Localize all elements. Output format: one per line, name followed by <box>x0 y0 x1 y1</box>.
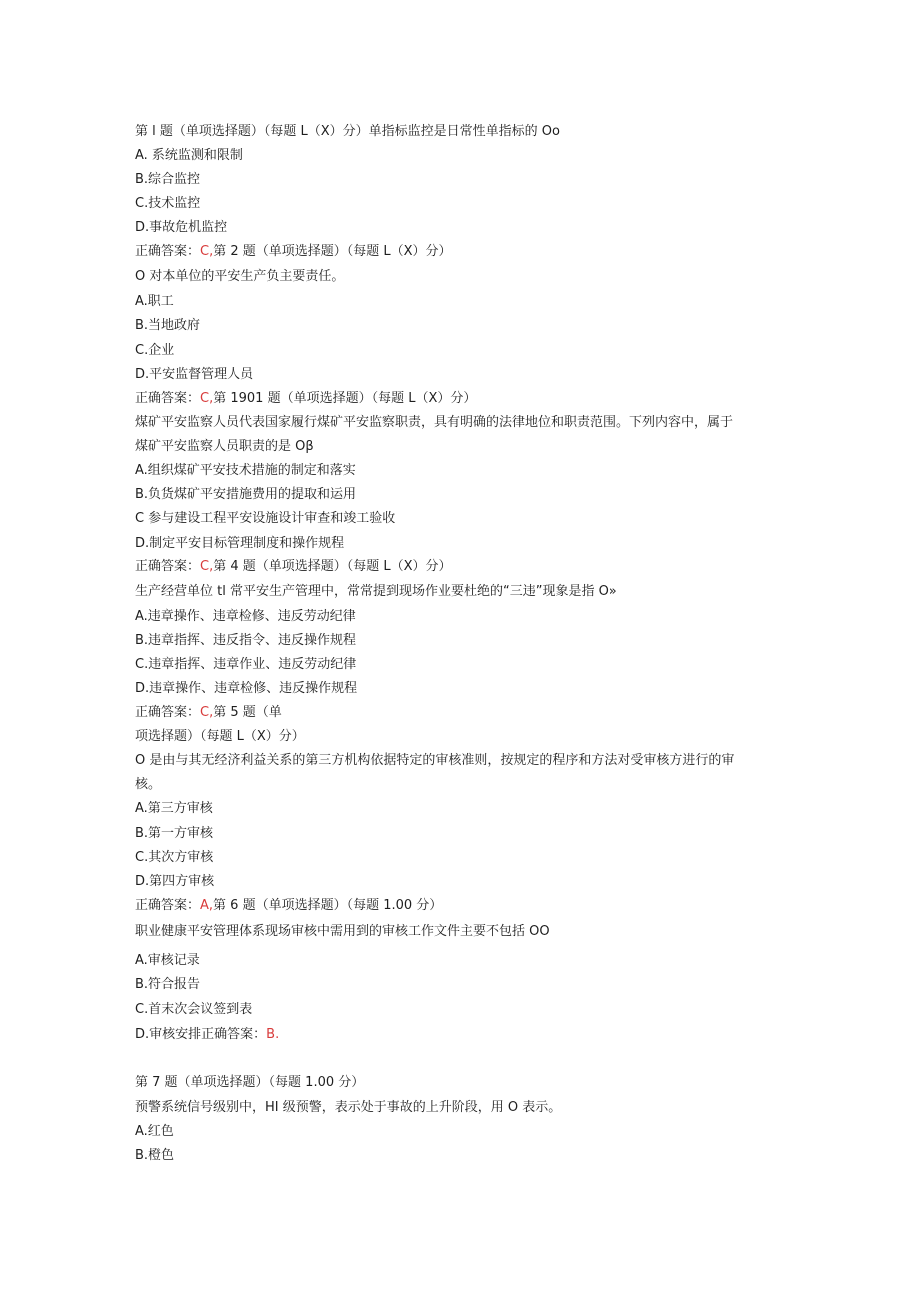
answer-label: 正确答案： <box>135 391 201 406</box>
question-2-option-b: B.当地政府 <box>135 318 201 333</box>
question-1-option-a: A. 系统监测和限制 <box>135 148 243 163</box>
question-7-header: 第 7 题（单项选择题）（每题 1.00 分） <box>135 1075 365 1090</box>
question-6-option-a: A.审核记录 <box>135 953 200 968</box>
answer-label: 正确答案： <box>135 705 201 720</box>
question-3-option-b: B.负货煤矿平安措施费用的提取和运用 <box>135 487 357 502</box>
answer-value: B. <box>266 1027 280 1042</box>
question-6-option-b: B.符合报告 <box>135 977 201 992</box>
question-2-stem: O 对本单位的平安生产负主要责任。 <box>135 269 345 284</box>
question-6-option-d: D.审核安排 <box>135 1027 202 1042</box>
answer-value: A, <box>200 898 214 913</box>
answer-value: C, <box>200 391 214 406</box>
answer-value: C, <box>200 559 214 574</box>
question-6-option-d-with-answer <box>135 1026 785 1044</box>
question-1-option-d: D.事故危机监控 <box>135 220 228 235</box>
question-2-option-c: C.企业 <box>135 343 175 358</box>
question-3-stem-line-2: 煤矿平安监察人员职责的是 Oβ <box>135 439 314 454</box>
answer-line-3 <box>135 558 785 576</box>
question-5-stem-line-1: O 是由与其无经济利益关系的第三方机构依据特定的审核准则，按规定的程序和方法对受审核方进行的审 <box>135 753 735 768</box>
question-3-option-a: A.组织煤矿平安技术措施的制定和落实 <box>135 463 356 478</box>
answer-label: 正确答案： <box>135 898 201 913</box>
question-4-option-c: C.违章指挥、违章作业、违反劳动纪律 <box>135 657 357 672</box>
question-5-header-cont: 项选择题）（每题 L（X）分） <box>135 729 305 744</box>
question-1-header: 第 l 题（单项选择题）（每题 L（X）分）单指标监控是日常性单指标的 Oo <box>135 124 560 139</box>
question-4-option-a: A.违章操作、违章检修、违反劳动纪律 <box>135 609 356 624</box>
question-4-stem: 生产经营单位 tl 常平安生产管理中，常常提到现场作业要杜绝的“三违”现象是指 O» <box>135 584 617 599</box>
question-5-option-b: B.第一方审核 <box>135 826 214 841</box>
answer-label: 正确答案： <box>201 1027 267 1042</box>
answer-value: C, <box>200 244 214 259</box>
question-5-option-c: C.其次方审核 <box>135 850 214 865</box>
question-7-option-a: A.红色 <box>135 1124 174 1139</box>
question-3-header: 第 1901 题（单项选择题）（每题 L（X）分） <box>213 391 477 406</box>
question-4-option-b: B.违章指挥、违反指令、违反操作规程 <box>135 633 357 648</box>
question-5-stem-line-2: 核。 <box>135 777 162 792</box>
question-7-option-b: B.橙色 <box>135 1148 175 1163</box>
question-7-stem: 预警系统信号级别中，HI 级预警，表示处于事故的上升阶段，用 O 表示。 <box>135 1100 562 1115</box>
question-4-option-d: D.违章操作、违章检修、违反操作规程 <box>135 681 358 696</box>
question-5-header: 第 5 题（单 <box>213 705 282 720</box>
answer-line-1 <box>135 243 785 261</box>
question-1-option-c: C.技术监控 <box>135 196 201 211</box>
question-2-header: 第 2 题（单项选择题）（每题 L（X）分） <box>213 244 452 259</box>
question-5-option-a: A.第三方审核 <box>135 801 213 816</box>
question-6-option-c: C.首末次会议签到表 <box>135 1002 253 1017</box>
question-6-stem: 职业健康平安管理体系现场审核中需用到的审核工作文件主要不包括 OO <box>135 924 550 939</box>
answer-value: C, <box>200 705 214 720</box>
question-5-option-d: D.第四方审核 <box>135 874 215 889</box>
answer-line-5 <box>135 897 785 915</box>
answer-line-4 <box>135 704 785 722</box>
question-2-option-a: A.职工 <box>135 294 174 309</box>
answer-label: 正确答案： <box>135 559 201 574</box>
question-3-option-d: D.制定平安目标管理制度和操作规程 <box>135 536 345 551</box>
question-3-option-c: C 参与建设工程平安设施设计审查和竣工验收 <box>135 511 396 526</box>
question-6-header: 第 6 题（单项选择题）（每题 1.00 分） <box>213 898 443 913</box>
question-2-option-d: D.平安监督管理人员 <box>135 367 254 382</box>
question-4-header: 第 4 题（单项选择题）（每题 L（X）分） <box>213 559 452 574</box>
question-3-stem-line-1: 煤矿平安监察人员代表国家履行煤矿平安监察职责，具有明确的法律地位和职责范围。下列内容中，属于 <box>135 415 734 430</box>
question-1-option-b: B.综合监控 <box>135 172 201 187</box>
answer-label: 正确答案： <box>135 244 201 259</box>
answer-line-2 <box>135 390 785 408</box>
